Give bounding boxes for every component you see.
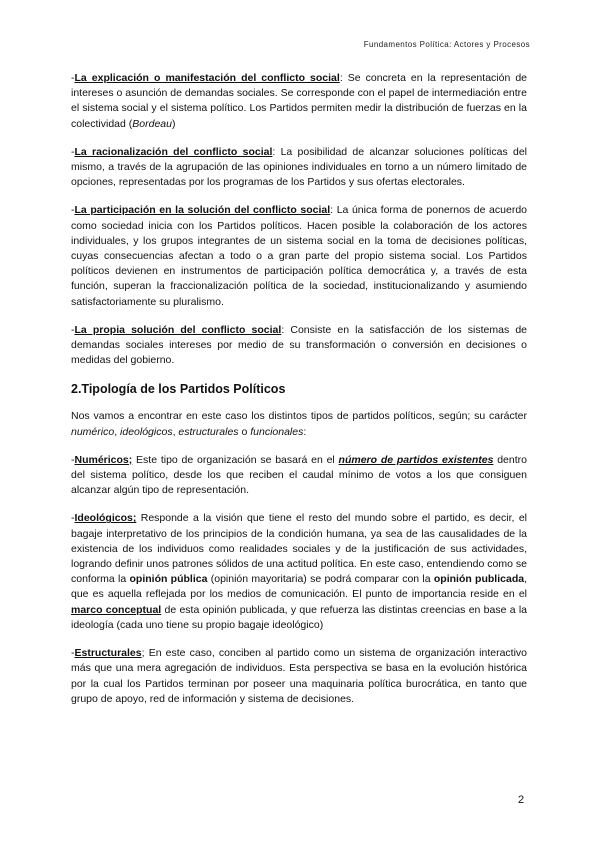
dash: - xyxy=(71,145,75,158)
term-opinion-publicada: opinión publicada xyxy=(433,573,525,586)
term-opinion-publica: opinión pública xyxy=(129,573,208,586)
term-marco-conceptual: marco conceptual xyxy=(71,603,162,616)
type-estructurales: estructurales xyxy=(178,425,239,438)
type-funcionales: funcionales xyxy=(250,425,304,438)
dash: - xyxy=(71,72,75,84)
paragraph-estructurales xyxy=(71,646,527,707)
paragraph-propia-solucion xyxy=(71,323,527,369)
section-title: 2.Tipología de los Partidos Políticos xyxy=(71,382,286,397)
term-ideologicos: Ideológicos; xyxy=(74,512,137,525)
running-header: Fundamentos Política: Actores y Procesos xyxy=(363,40,530,49)
paragraph-text: de esta opinión publicada, y que refuerza las distintas creencias en base a la ideología (cada uno tiene su propio bagaje ideológico) xyxy=(71,603,527,631)
colon: : xyxy=(272,145,276,158)
paragraph-text: Consiste en la satisfacción de los sistemas de demandas sociales intereses por medio de su transformación o conversión en decisiones o medidas del gobierno. xyxy=(71,323,528,367)
dash: - xyxy=(71,453,75,466)
paragraph-numericos xyxy=(71,453,527,499)
separator: , xyxy=(114,425,121,438)
paragraph-text: (opinión mayoritaria) se podrá comparar con la xyxy=(207,573,434,586)
paragraph-text: ; En este caso, conciben al partido como un sistema de organización interactivo más que una mera agregación de individuos. Esta perspectiva se basa en la evolución histórica por la cual los Partidos terminan por poseer una maquinaria política burocrática, en tanto que grupo de apoyo, red de información y sistema de decisiones. xyxy=(71,647,527,705)
dash: - xyxy=(71,512,75,525)
paragraph-text: ) xyxy=(171,117,176,130)
emphasis-numero-partidos: número de partidos existentes xyxy=(338,453,494,466)
separator: o xyxy=(238,425,251,438)
type-ideologicos: ideológicos xyxy=(120,425,173,438)
paragraph-racionalizacion xyxy=(71,145,527,191)
page-body xyxy=(71,71,527,720)
colon: : xyxy=(330,204,334,217)
paragraph-text: La única forma de ponernos de acuerdo como sociedad inicia con los Partidos políticos. Hacen posible la colaboración de los actores individuales, y los grupos integrantes de un sistema social en la toma de decisiones políticas, cuyas consecuencias afectan a todo o a gran parte del propio sistema social. Los Partidos políticos devienen en instrumentos de participación política democrática y, a través de esta función, superan la fraccionalización política de la sociedad, institucionalizando y asumiendo satisfactoriamente su pluralismo. xyxy=(71,204,527,308)
separator: , xyxy=(172,425,179,438)
term-propia-solucion: La propia solución del conflicto social xyxy=(74,323,282,336)
paragraph-text: La posibilidad de alcanzar soluciones políticas del mismo, a través de la agrupación de las opiniones individuales en torno a un número limitado de opciones, representadas por los programas de los Partidos y sus ofertas electorales. xyxy=(71,145,528,189)
paragraph-participacion xyxy=(71,203,527,309)
section-intro xyxy=(71,409,527,439)
dash: - xyxy=(71,323,75,336)
term-numericos: Numéricos; xyxy=(74,453,133,466)
term-participacion: La participación en la solución del conflicto social xyxy=(74,204,331,217)
colon: : xyxy=(281,323,285,336)
paragraph-ideologicos xyxy=(71,511,527,633)
paragraph-text: Este tipo de organización se basará en el xyxy=(132,453,339,466)
author-reference: Bordeau xyxy=(132,117,172,130)
term-racionalizacion: La racionalización del conflicto social xyxy=(74,145,273,158)
paragraph-explicacion xyxy=(71,71,527,132)
paragraph-text: Se concreta en la representación de intereses o asunción de demandas sociales. Se corresponde con el papel de intermediación entre el sistema social y el sistema político. Los Partidos permiten medir la distribución de fuerzas en la colectividad ( xyxy=(71,72,527,130)
colon: : xyxy=(339,72,343,84)
dash: - xyxy=(71,647,75,660)
term-explicacion: La explicación o manifestación del conflicto social xyxy=(74,72,340,84)
type-numerico: numérico xyxy=(71,425,115,438)
dash: - xyxy=(71,204,75,217)
paragraph-text: dentro del sistema político, desde los que reciben el caudal mínimo de votos a los que consiguen alcanzar algún tipo de representación. xyxy=(71,453,527,497)
paragraph-text: Responde a la visión que tiene el resto del mundo sobre el partido, es decir, el bagaje interpretativo de los principios de la condición humana, ya sea de las causalidades de la existencia de los individuos como realidades sociales y de la justificación de sus actividades, logrando definir unos patrones sólidos de una actitud política. En este caso, entendiendo como se conforma la xyxy=(71,512,527,586)
term-estructurales: Estructurales xyxy=(74,647,142,660)
separator: : xyxy=(303,425,307,438)
paragraph-text: , que es aquella reflejada por los medios de comunicación. El punto de importancia reside en el xyxy=(71,573,527,601)
page-number: 2 xyxy=(518,794,525,806)
intro-text: Nos vamos a encontrar en este caso los distintos tipos de partidos políticos, según; su carácter xyxy=(71,410,527,423)
